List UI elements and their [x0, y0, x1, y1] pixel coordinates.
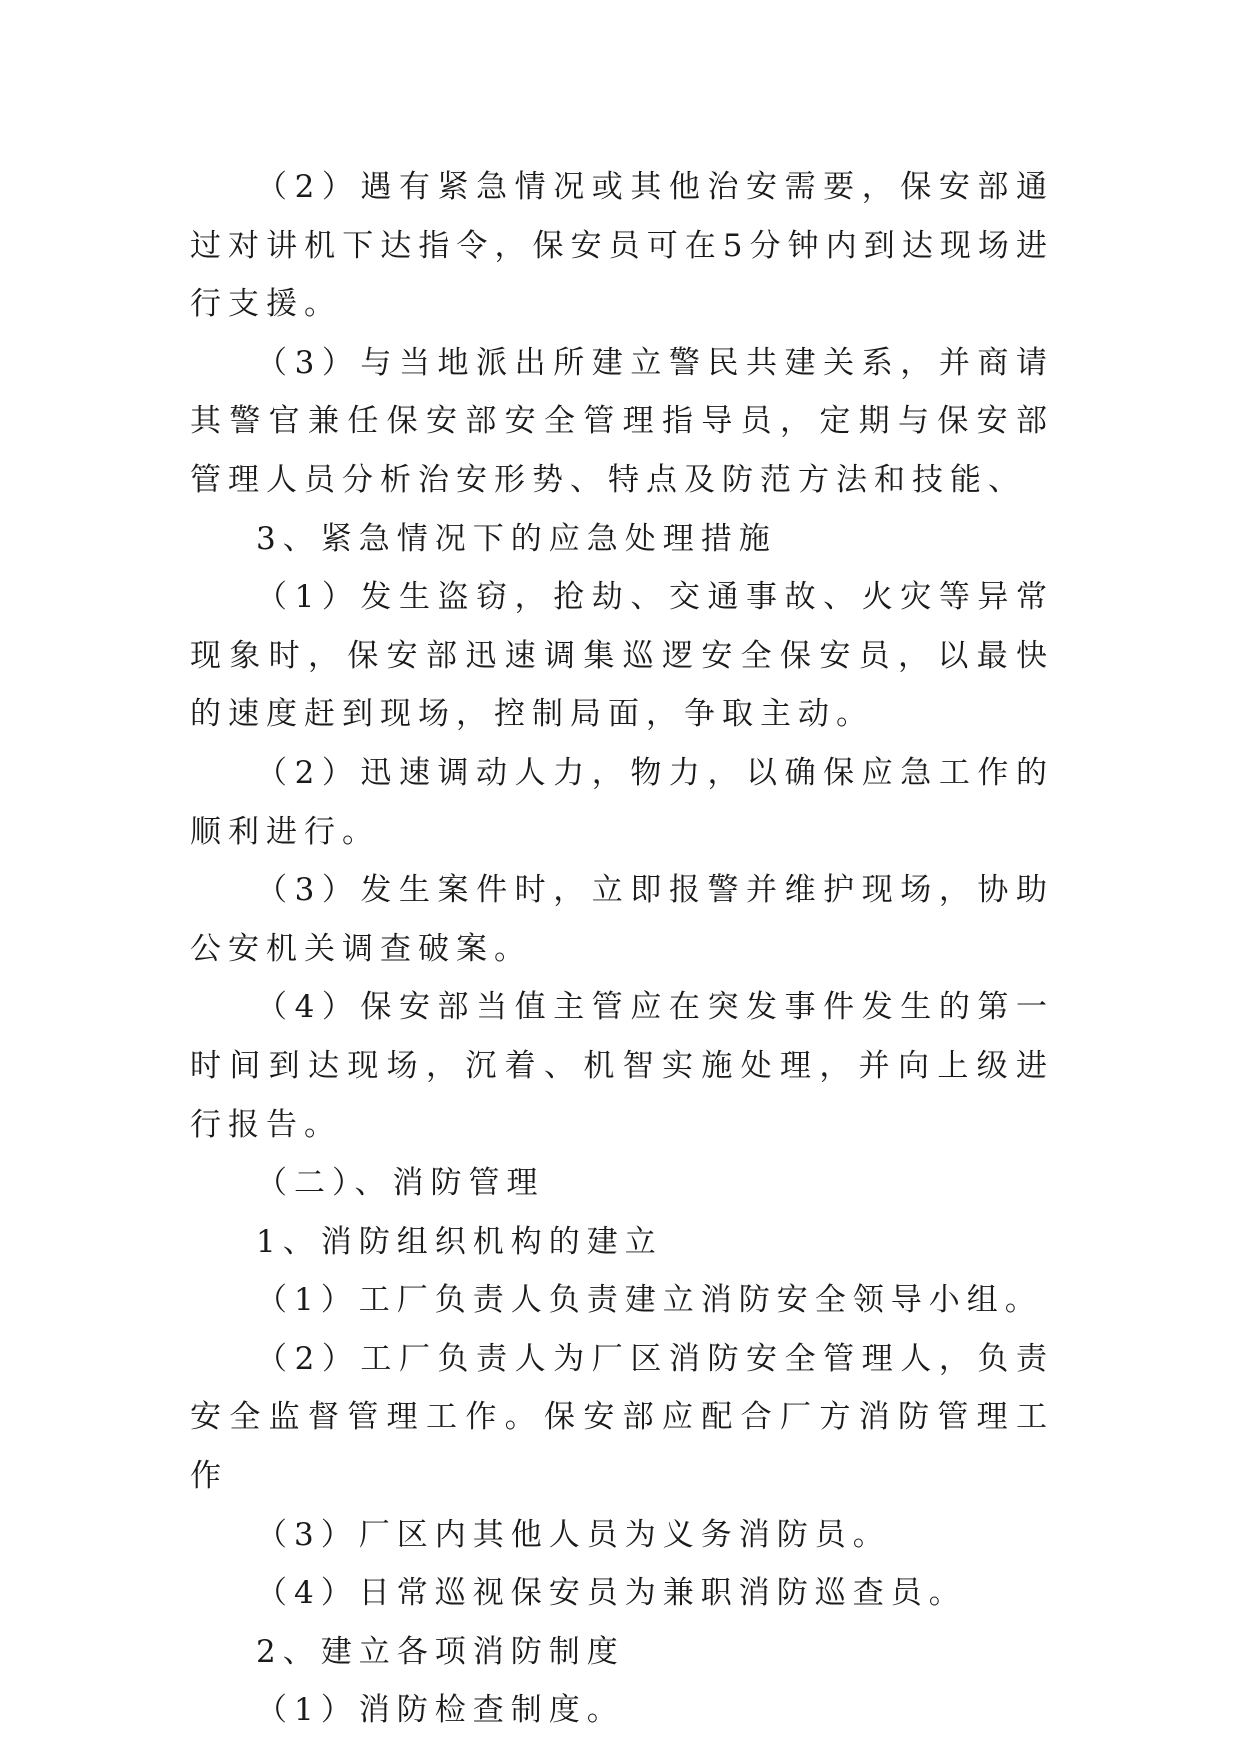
- paragraph-fire-inspectors: （4）日常巡视保安员为兼职消防巡查员。: [256, 1575, 967, 1612]
- document-page: [190, 158, 1054, 1740]
- paragraph-fire-leadership-group: （1）工厂负责人负责建立消防安全领导小组。: [256, 1282, 1043, 1319]
- paragraph-emergency-dispatch: （2）遇有紧急情况或其他治安需要，保安部通过对讲机下达指令，保安员可在5分钟内到达现场进行支援。: [190, 169, 1054, 323]
- subsection-heading-fire-organization: 1、消防组织机构的建立: [256, 1223, 663, 1260]
- paragraph-resource-mobilization: （2）迅速调动人力，物力，以确保应急工作的顺利进行。: [190, 754, 1054, 850]
- section-heading-fire-management: （二）、消防管理: [256, 1165, 545, 1202]
- paragraph-case-reporting: （3）发生案件时，立即报警并维护现场，协助公安机关调查破案。: [190, 872, 1054, 967]
- paragraph-fire-safety-manager: （2）工厂负责人为厂区消防安全管理人，负责安全监督管理工作。保安部应配合厂方消防管理工作: [190, 1340, 1054, 1495]
- paragraph-volunteer-firefighters: （3）厂区内其他人员为义务消防员。: [256, 1516, 891, 1553]
- paragraph-fire-inspection-rule: （1）消防检查制度。: [256, 1692, 625, 1729]
- paragraph-incident-response: （1）发生盗窃，抢劫、交通事故、火灾等异常现象时，保安部迅速调集巡逻安全保安员，以最快的速度赶到现场，控制局面，争取主动。: [190, 579, 1054, 733]
- subsection-heading-fire-rules: 2、建立各项消防制度: [256, 1633, 625, 1670]
- section-heading-emergency-measures: 3、紧急情况下的应急处理措施: [256, 520, 777, 557]
- paragraph-supervisor-duty: （4）保安部当值主管应在突发事件发生的第一时间到达现场，沉着、机智实施处理，并向上级进行报告。: [190, 989, 1054, 1143]
- paragraph-police-cooperation: （3）与当地派出所建立警民共建关系，并商请其警官兼任保安部安全管理指导员，定期与保安部管理人员分析治安形势、特点及防范方法和技能、: [190, 344, 1054, 498]
